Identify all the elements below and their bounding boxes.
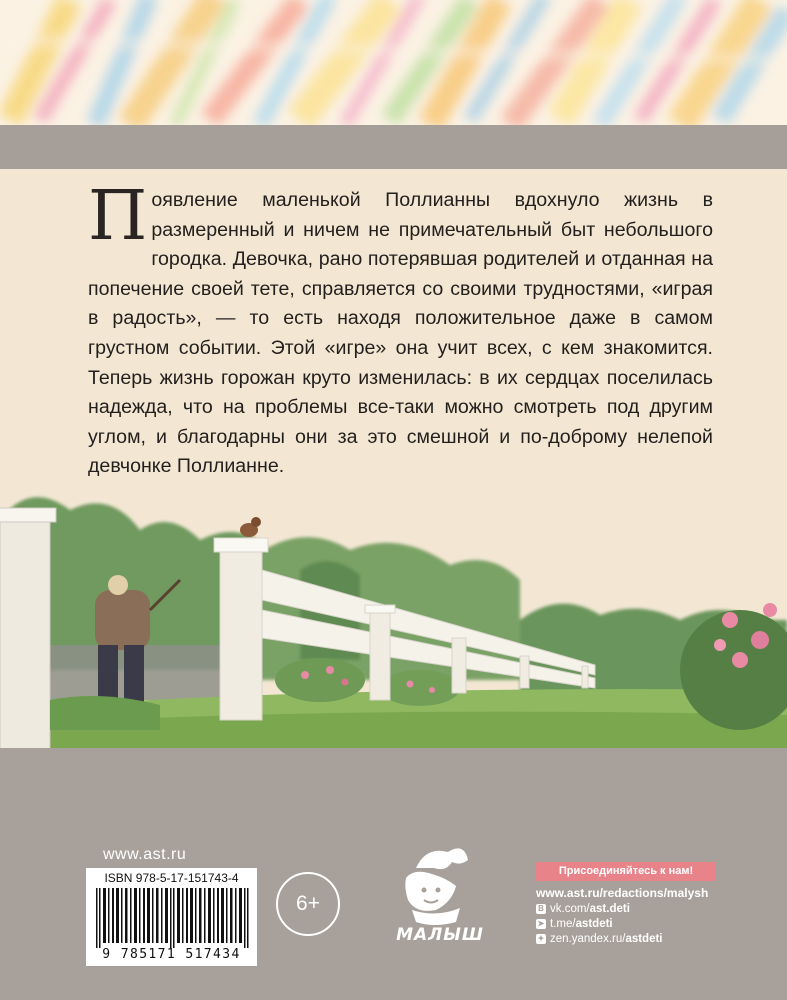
book-description — [88, 177, 713, 482]
stone-pillar — [0, 508, 56, 750]
social-handle: astdeti — [625, 933, 663, 945]
publisher-name: МАЛЫШ — [396, 925, 484, 945]
social-link-telegram — [536, 918, 613, 930]
social-link-zen — [536, 933, 663, 945]
age-rating-badge: 6+ — [276, 872, 340, 936]
isbn-barcode-block — [86, 868, 257, 966]
social-handle: ast.deti — [589, 903, 630, 915]
vk-icon: В — [536, 904, 546, 914]
barcode-digits: 9 785171 517434 — [102, 947, 241, 962]
join-us-badge: Присоединяйтесь к нам! — [536, 862, 716, 881]
zen-icon: ✦ — [537, 934, 545, 943]
drop-cap: П — [88, 177, 148, 256]
social-prefix: vk.com/ — [550, 903, 590, 915]
social-prefix: t.me/ — [550, 918, 576, 930]
publisher-website: www.ast.ru — [103, 846, 187, 863]
telegram-icon: ➤ — [537, 919, 545, 928]
barcode-icon — [94, 888, 250, 948]
social-handle: astdeti — [575, 918, 613, 930]
description-text: оявление маленькой Поллианны вдохнуло жизнь в размеренный и ничем не примечательный быт небольшого городка. Девочка, рано потерявшая родителей и отданная на попечение своей тете, справляется со своими трудностями, «играя в радость», — то есть находя положительное даже в самом грустном событии. Этой «игре» она учит всех, с кем знакомится. Теперь жизнь горожан круто изменилась: в их сердцах поселилась надежда, что на проблемы все-таки можно смотреть под другим углом, и благодарны они за это смешной и по-доброму нелепой девчонке Поллианне. — [88, 189, 713, 478]
social-link-vk — [536, 903, 630, 915]
top-gray-band — [0, 125, 787, 169]
redaction-url: www.ast.ru/redactions/malysh — [536, 886, 709, 900]
bird — [240, 517, 261, 537]
garden-illustration — [0, 470, 787, 760]
social-prefix: zen.yandex.ru/ — [550, 933, 626, 945]
watercolor-header — [0, 0, 787, 125]
isbn-number: ISBN 978-5-17-151743-4 — [104, 871, 239, 885]
watercolor-strokes — [0, 0, 787, 125]
